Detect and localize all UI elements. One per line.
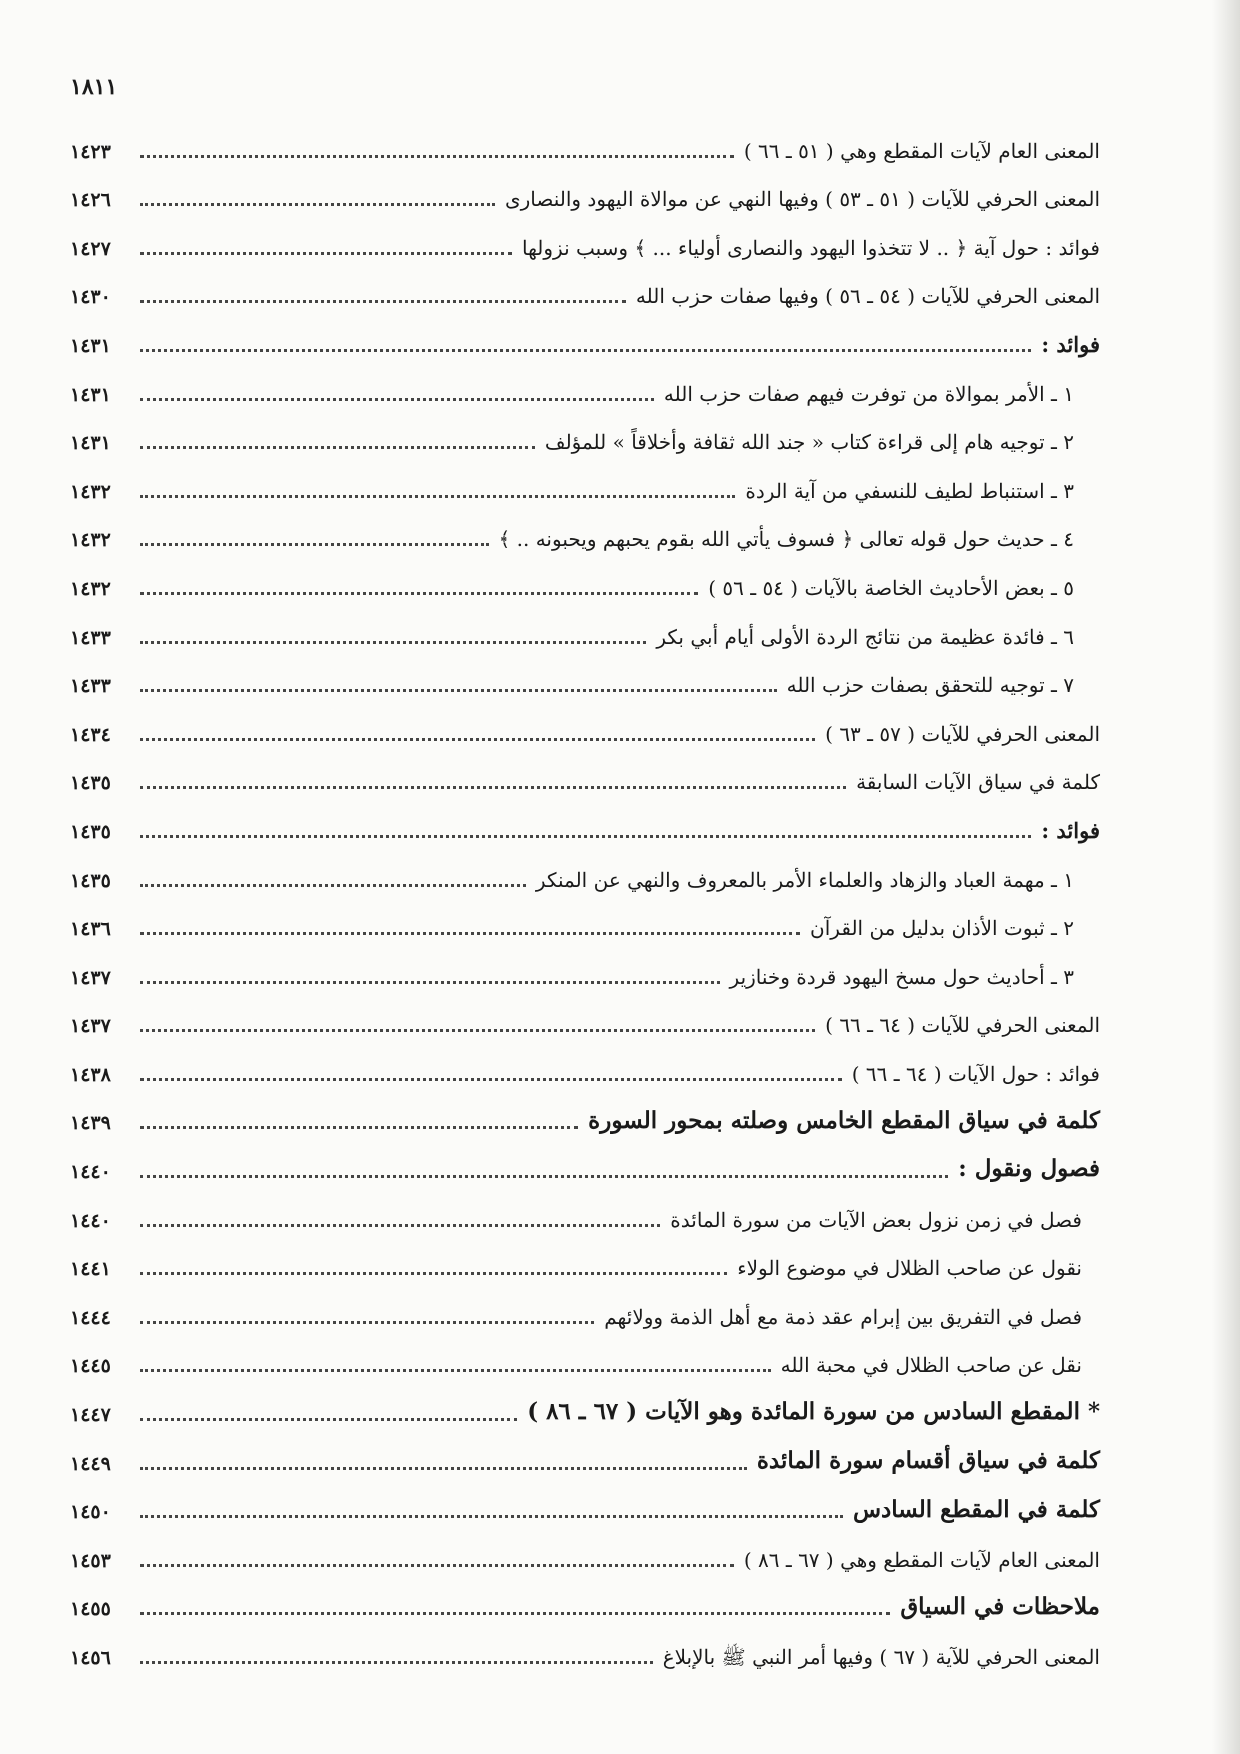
toc-entry-page: ١٤٣٥ bbox=[70, 820, 111, 843]
toc-entry bbox=[70, 460, 1100, 509]
toc-entry bbox=[70, 217, 1100, 266]
toc-entry-title: ٢ ـ ثبوت الأذان بدليل من القرآن bbox=[810, 916, 1074, 941]
toc-entry-page: ١٤٣١ bbox=[70, 334, 111, 357]
toc-entry-title: المعنى العام لآيات المقطع وهي ( ٦٧ ـ ٨٦ ) bbox=[743, 1547, 1100, 1572]
toc-entry bbox=[70, 703, 1100, 752]
dot-leader bbox=[140, 981, 720, 984]
toc-entry-page: ١٤٢٦ bbox=[70, 189, 111, 212]
toc-entry-page: ١٤٤٩ bbox=[70, 1452, 111, 1475]
toc-entry-page: ١٤٣٥ bbox=[70, 869, 111, 892]
page-edge-shadow bbox=[1212, 0, 1240, 1754]
toc-entry-page: ١٤٣١ bbox=[70, 432, 111, 455]
toc-entry-page: ١٤٣٢ bbox=[70, 529, 111, 552]
dot-leader bbox=[140, 446, 535, 449]
toc-entry-page: ١٤٣٦ bbox=[70, 918, 111, 941]
toc-entry-title: المعنى العام لآيات المقطع وهي ( ٥١ ـ ٦٦ ) bbox=[743, 138, 1100, 163]
toc-entry bbox=[70, 1432, 1100, 1481]
dot-leader bbox=[140, 1515, 843, 1518]
toc-entry bbox=[70, 266, 1100, 315]
toc-entry bbox=[70, 1140, 1100, 1189]
toc-entry-page: ١٤٣٧ bbox=[70, 966, 111, 989]
toc-entry-title: ٤ ـ حديث حول قوله تعالى ﴿ فسوف يأتي الله بقوم يحبهم ويحبونه .. ﴾ bbox=[498, 527, 1074, 552]
dot-leader bbox=[140, 932, 800, 935]
toc-entry-title: المعنى الحرفي للآيات ( ٥٧ ـ ٦٣ ) bbox=[825, 721, 1100, 746]
dot-leader bbox=[140, 1175, 948, 1178]
toc-entry bbox=[70, 509, 1100, 558]
toc-entry-title: المعنى الحرفي للآيات ( ٥٤ ـ ٥٦ ) وفيها صفات حزب الله bbox=[635, 284, 1100, 309]
toc-entry-page: ١٤٤٠ bbox=[70, 1161, 111, 1184]
toc-entry-page: ١٤٥٥ bbox=[70, 1598, 111, 1621]
toc-entry-title: فوائد : حول آية ﴿ .. لا تتخذوا اليهود والنصارى أولياء ... ﴾ وسبب نزولها bbox=[521, 235, 1100, 260]
dot-leader bbox=[140, 641, 646, 644]
toc-entry bbox=[70, 1529, 1100, 1578]
dot-leader bbox=[140, 1078, 842, 1081]
dot-leader bbox=[140, 1467, 747, 1470]
toc-entry-page: ١٤٣٩ bbox=[70, 1112, 111, 1135]
toc-entry-page: ١٤٣٢ bbox=[70, 480, 111, 503]
toc-entry-title: فصول ونقول : bbox=[958, 1155, 1100, 1183]
toc-entry-title: * المقطع السادس من سورة المائدة وهو الآيات ( ٦٧ ـ ٨٦ ) bbox=[527, 1398, 1100, 1426]
page-number: ١٨١١ bbox=[70, 74, 118, 100]
toc-entry bbox=[70, 1238, 1100, 1287]
dot-leader bbox=[140, 203, 495, 206]
toc-entry-page: ١٤٣١ bbox=[70, 383, 111, 406]
toc-entry-title: فوائد : bbox=[1041, 331, 1100, 357]
toc-entry-page: ١٤٣٤ bbox=[70, 723, 111, 746]
dot-leader bbox=[140, 1321, 594, 1324]
toc-entry bbox=[70, 752, 1100, 801]
toc-entry bbox=[70, 1092, 1100, 1141]
dot-leader bbox=[140, 349, 1031, 352]
toc-entry-title: المعنى الحرفي للآيات ( ٦٤ ـ ٦٦ ) bbox=[825, 1013, 1100, 1038]
toc-entry-title: فوائد : حول الآيات ( ٦٤ ـ ٦٦ ) bbox=[851, 1061, 1100, 1086]
toc-entry-page: ١٤٤٥ bbox=[70, 1355, 111, 1378]
dot-leader bbox=[140, 835, 1031, 838]
toc-entry-title: المعنى الحرفي للآيات ( ٥١ ـ ٥٣ ) وفيها النهي عن موالاة اليهود والنصارى bbox=[504, 187, 1100, 212]
toc-entry-title: فصل في زمن نزول بعض الآيات من سورة المائدة bbox=[670, 1207, 1082, 1232]
dot-leader bbox=[140, 1661, 653, 1664]
toc-entry-page: ١٤٢٣ bbox=[70, 140, 111, 163]
toc-entry-title: ٥ ـ بعض الأحاديث الخاصة بالآيات ( ٥٤ ـ ٥٦ ) bbox=[708, 575, 1074, 600]
dot-leader bbox=[140, 689, 777, 692]
dot-leader bbox=[140, 1029, 815, 1032]
toc-entry-title: كلمة في سياق المقطع الخامس وصلته بمحور السورة bbox=[588, 1106, 1100, 1134]
toc-entry-title: ٧ ـ توجيه للتحقق بصفات حزب الله bbox=[786, 673, 1074, 698]
table-of-contents bbox=[70, 120, 1100, 1675]
toc-entry-page: ١٤٥٦ bbox=[70, 1647, 111, 1669]
toc-entry bbox=[70, 849, 1100, 898]
toc-entry-title: ٣ ـ أحاديث حول مسخ اليهود قردة وخنازير bbox=[729, 964, 1074, 989]
toc-entry bbox=[70, 800, 1100, 849]
toc-entry bbox=[70, 1626, 1100, 1675]
toc-entry-title: المعنى الحرفي للآية ( ٦٧ ) وفيها أمر النبي ﷺ بالإبلاغ bbox=[662, 1645, 1100, 1669]
dot-leader bbox=[140, 300, 626, 303]
toc-entry-page: ١٤٣٢ bbox=[70, 577, 111, 600]
toc-entry-title: ملاحظات في السياق bbox=[900, 1592, 1100, 1620]
dot-leader bbox=[140, 398, 654, 401]
dot-leader bbox=[140, 1272, 727, 1275]
dot-leader bbox=[140, 252, 512, 255]
dot-leader bbox=[140, 155, 734, 158]
toc-entry-title: ٦ ـ فائدة عظيمة من نتائج الردة الأولى أيام أبي بكر bbox=[656, 624, 1074, 649]
toc-entry-page: ١٤٤٠ bbox=[70, 1209, 111, 1232]
toc-entry bbox=[70, 655, 1100, 704]
dot-leader bbox=[140, 738, 815, 741]
dot-leader bbox=[140, 592, 698, 595]
dot-leader bbox=[140, 495, 735, 498]
toc-entry bbox=[70, 1189, 1100, 1238]
toc-entry-title: نقل عن صاحب الظلال في محبة الله bbox=[780, 1353, 1082, 1378]
dot-leader bbox=[140, 1126, 578, 1129]
toc-entry-page: ١٤٥٠ bbox=[70, 1501, 111, 1524]
dot-leader bbox=[140, 1224, 660, 1227]
dot-leader bbox=[140, 1564, 734, 1567]
toc-entry-page: ١٤٣٨ bbox=[70, 1063, 111, 1086]
toc-entry bbox=[70, 1335, 1100, 1384]
toc-entry bbox=[70, 995, 1100, 1044]
toc-entry-page: ١٤٣٧ bbox=[70, 1015, 111, 1038]
toc-entry-page: ١٤٤١ bbox=[70, 1258, 111, 1281]
toc-entry bbox=[70, 1481, 1100, 1530]
dot-leader bbox=[140, 1369, 771, 1372]
toc-entry-page: ١٤٢٧ bbox=[70, 237, 111, 260]
dot-leader bbox=[140, 786, 846, 789]
toc-entry-page: ١٤٣٥ bbox=[70, 772, 111, 795]
toc-entry-title: كلمة في المقطع السادس bbox=[852, 1495, 1100, 1523]
toc-entry bbox=[70, 412, 1100, 461]
toc-entry bbox=[70, 946, 1100, 995]
toc-entry-title: ١ ـ مهمة العباد والزهاد والعلماء الأمر بالمعروف والنهي عن المنكر bbox=[535, 867, 1074, 892]
toc-entry-title: ٣ ـ استنباط لطيف للنسفي من آية الردة bbox=[745, 478, 1074, 503]
toc-entry-title: فصل في التفريق بين إبرام عقد ذمة مع أهل الذمة وولائهم bbox=[604, 1304, 1082, 1329]
toc-entry bbox=[70, 363, 1100, 412]
toc-entry-title: ١ ـ الأمر بموالاة من توفرت فيهم صفات حزب الله bbox=[663, 381, 1074, 406]
dot-leader bbox=[140, 884, 526, 887]
toc-entry bbox=[70, 1286, 1100, 1335]
toc-entry-title: كلمة في سياق أقسام سورة المائدة bbox=[756, 1447, 1100, 1475]
toc-entry bbox=[70, 120, 1100, 169]
toc-entry bbox=[70, 1578, 1100, 1627]
toc-entry-page: ١٤٣٠ bbox=[70, 286, 111, 309]
toc-entry-title: نقول عن صاحب الظلال في موضوع الولاء bbox=[737, 1256, 1082, 1281]
toc-entry-page: ١٤٣٣ bbox=[70, 626, 111, 649]
toc-entry bbox=[70, 898, 1100, 947]
dot-leader bbox=[140, 1418, 517, 1421]
toc-entry-page: ١٤٥٣ bbox=[70, 1549, 111, 1572]
toc-entry bbox=[70, 1043, 1100, 1092]
toc-entry bbox=[70, 557, 1100, 606]
toc-entry-page: ١٤٤٧ bbox=[70, 1404, 111, 1427]
dot-leader bbox=[140, 543, 489, 546]
toc-entry-title: كلمة في سياق الآيات السابقة bbox=[856, 770, 1100, 795]
toc-entry-page: ١٤٤٤ bbox=[70, 1306, 111, 1329]
toc-entry-page: ١٤٣٣ bbox=[70, 675, 111, 698]
toc-entry-title: ٢ ـ توجيه هام إلى قراءة كتاب « جند الله ثقافة وأخلاقاً » للمؤلف bbox=[544, 430, 1074, 455]
toc-entry bbox=[70, 606, 1100, 655]
dot-leader bbox=[140, 1612, 890, 1615]
toc-entry bbox=[70, 1383, 1100, 1432]
toc-entry-title: فوائد : bbox=[1041, 817, 1100, 843]
toc-entry bbox=[70, 169, 1100, 218]
toc-entry bbox=[70, 314, 1100, 363]
